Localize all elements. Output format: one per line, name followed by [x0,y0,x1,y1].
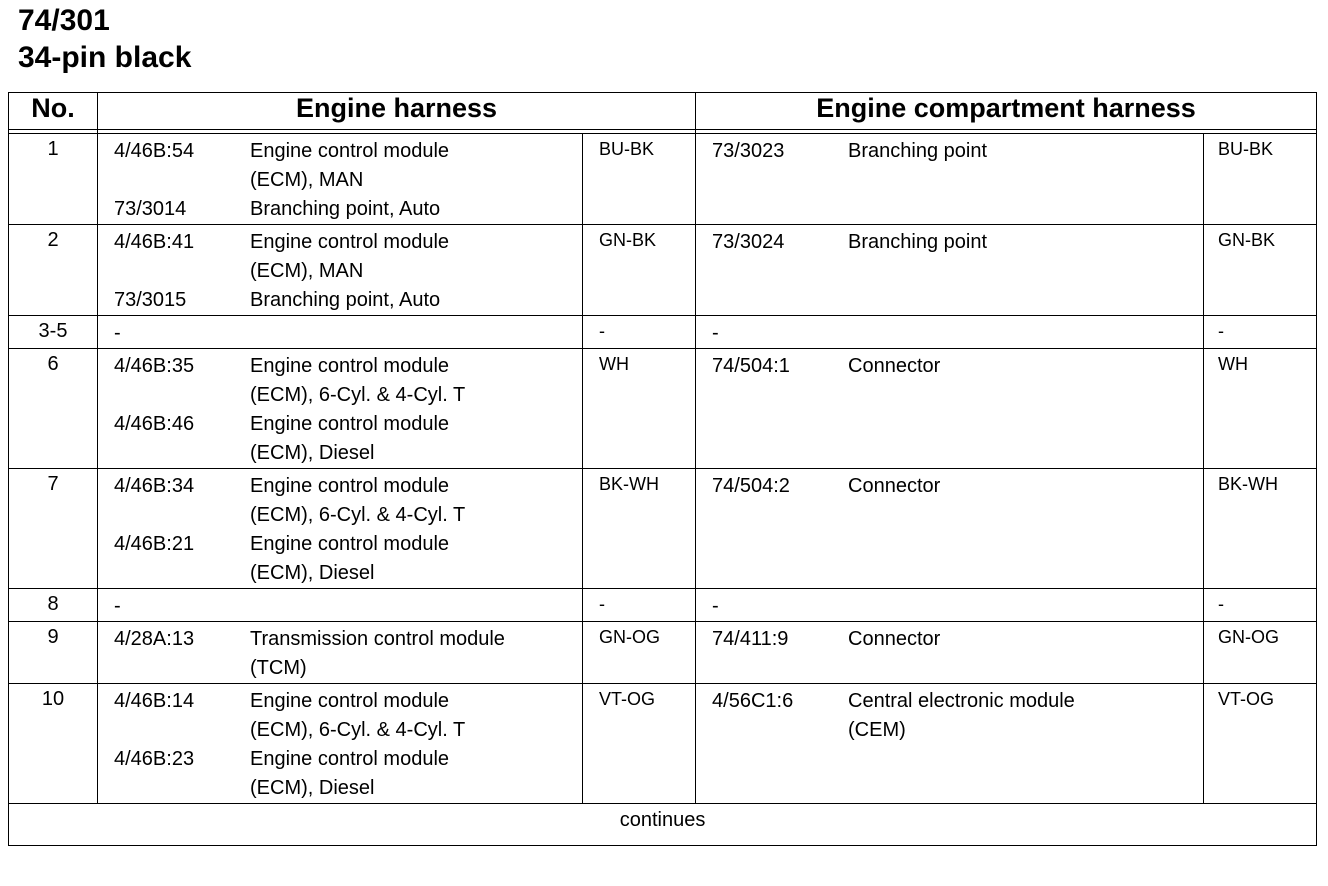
table-row [9,316,1317,349]
component-code [114,716,250,745]
component-description: Branching point, Auto [250,198,441,220]
component-code [114,381,250,410]
pin-number: 2 [9,225,98,316]
compartment-harness-cell [696,316,1204,349]
compartment-harness-cell [696,684,1204,804]
pin-entry-line [114,687,582,716]
component-code: 4/46B:41 [114,231,195,253]
header-engine-harness: Engine harness [98,93,696,130]
component-code: 74/411:9 [712,628,789,650]
engine-wire-color: WH [583,349,696,469]
component-code: - [114,322,121,344]
pin-table [8,92,1317,846]
connector-description: 34-pin black [18,41,192,74]
component-code [114,257,250,286]
compartment-harness-cell [696,349,1204,469]
connector-id: 74/301 [18,4,110,37]
component-description: Engine control module [250,413,450,435]
component-code: - [114,595,121,617]
component-description: (CEM) [848,719,906,741]
pin-entry-line [114,319,582,348]
pin-entry-line [712,228,1203,257]
pin-entry-line [712,625,1203,654]
component-description: (ECM), 6-Cyl. & 4-Cyl. T [250,384,466,406]
pin-entry-line [114,745,582,774]
component-code [114,166,250,195]
pin-entry-line [712,592,1203,621]
component-code: 4/46B:21 [114,533,195,555]
pin-entry-line [114,625,582,654]
component-description: Engine control module [250,140,450,162]
header-engine-compartment-harness: Engine compartment harness [696,93,1317,130]
component-description: Engine control module [250,748,450,770]
engine-wire-color: GN-BK [583,225,696,316]
table-row [9,349,1317,469]
compartment-wire-color: GN-BK [1204,225,1317,316]
pin-number: 9 [9,622,98,684]
pin-entry-line [114,592,582,621]
pin-entry-line [114,774,582,803]
compartment-harness-cell [696,469,1204,589]
component-description [250,592,582,621]
table-row [9,684,1317,804]
pin-entry-line [712,716,1203,745]
component-description [250,319,582,348]
engine-harness-cell [98,225,583,316]
component-code [114,439,250,468]
pin-entry-line [114,166,582,195]
engine-harness-cell [98,134,583,225]
header-no: No. [9,93,98,130]
component-code [712,716,848,745]
component-description: Central electronic module [848,690,1075,712]
compartment-harness-cell [696,589,1204,622]
pin-entry-line [114,716,582,745]
pin-entry-line [114,472,582,501]
component-code: 4/28A:13 [114,628,195,650]
component-description: (ECM), 6-Cyl. & 4-Cyl. T [250,504,466,526]
pin-entry-line [712,352,1203,381]
engine-wire-color: - [583,589,696,622]
component-code [114,501,250,530]
component-description: Branching point [848,140,987,162]
engine-wire-color: BK-WH [583,469,696,589]
pin-entry-line [114,530,582,559]
pin-entry-line [712,472,1203,501]
component-description: Connector [848,628,941,650]
component-code: 4/46B:34 [114,475,195,497]
table-row [9,469,1317,589]
component-description: (ECM), MAN [250,260,364,282]
component-description: (ECM), MAN [250,169,364,191]
pin-entry-line [114,195,582,224]
pin-entry-line [712,687,1203,716]
component-code: 4/46B:35 [114,355,195,377]
pin-entry-line [114,381,582,410]
pin-number: 8 [9,589,98,622]
compartment-harness-cell [696,134,1204,225]
compartment-wire-color: - [1204,316,1317,349]
pin-entry-line [114,257,582,286]
component-description: Engine control module [250,533,450,555]
component-code: 73/3014 [114,198,187,220]
compartment-wire-color: GN-OG [1204,622,1317,684]
component-description: Engine control module [250,355,450,377]
component-code [114,774,250,803]
component-code: 4/46B:54 [114,140,195,162]
component-code: 74/504:2 [712,475,790,497]
pin-entry-line [114,559,582,588]
pin-number: 7 [9,469,98,589]
component-description: Engine control module [250,475,450,497]
component-code: 73/3024 [712,231,785,253]
engine-wire-color: - [583,316,696,349]
engine-harness-cell [98,469,583,589]
pin-number: 1 [9,134,98,225]
table-row [9,225,1317,316]
engine-harness-cell [98,622,583,684]
component-description: Engine control module [250,231,450,253]
engine-harness-cell [98,684,583,804]
component-code: 4/46B:14 [114,690,195,712]
component-description: (ECM), 6-Cyl. & 4-Cyl. T [250,719,466,741]
compartment-harness-cell [696,225,1204,316]
engine-harness-cell [98,589,583,622]
compartment-wire-color: BK-WH [1204,469,1317,589]
component-description: (ECM), Diesel [250,442,375,464]
component-description [848,319,1203,348]
component-code: 74/504:1 [712,355,790,377]
table-row [9,589,1317,622]
component-code: 73/3023 [712,140,785,162]
pin-number: 10 [9,684,98,804]
compartment-wire-color: WH [1204,349,1317,469]
compartment-wire-color: - [1204,589,1317,622]
component-description: Engine control module [250,690,450,712]
engine-wire-color: BU-BK [583,134,696,225]
pin-number: 6 [9,349,98,469]
footer-row [9,804,1317,846]
component-code: - [712,595,719,617]
pin-entry-line [114,286,582,315]
pin-entry-line [114,654,582,683]
pin-entry-line [114,228,582,257]
compartment-wire-color: VT-OG [1204,684,1317,804]
component-description: (ECM), Diesel [250,562,375,584]
title-block [18,2,191,76]
engine-harness-cell [98,316,583,349]
component-code [114,654,250,683]
component-code: 4/56C1:6 [712,690,794,712]
compartment-wire-color: BU-BK [1204,134,1317,225]
header-row [9,93,1317,130]
pin-entry-line [114,352,582,381]
component-description: (TCM) [250,657,307,679]
component-description [848,592,1203,621]
component-description: Connector [848,355,941,377]
engine-wire-color: GN-OG [583,622,696,684]
component-code: 4/46B:23 [114,748,195,770]
compartment-harness-cell [696,622,1204,684]
component-description: Branching point, Auto [250,289,441,311]
pin-entry-line [114,439,582,468]
component-description: (ECM), Diesel [250,777,375,799]
pin-entry-line [114,137,582,166]
table-row [9,622,1317,684]
pin-number: 3-5 [9,316,98,349]
table-row [9,134,1317,225]
component-description: Connector [848,475,941,497]
pin-entry-line [712,137,1203,166]
pin-entry-line [114,410,582,439]
engine-wire-color: VT-OG [583,684,696,804]
engine-harness-cell [98,349,583,469]
pin-entry-line [712,319,1203,348]
component-code: 4/46B:46 [114,413,195,435]
continues-note: continues [9,804,1317,846]
component-code: 73/3015 [114,289,187,311]
pin-entry-line [114,501,582,530]
component-code [114,559,250,588]
component-description: Transmission control module [250,628,505,650]
component-code: - [712,322,719,344]
component-description: Branching point [848,231,987,253]
